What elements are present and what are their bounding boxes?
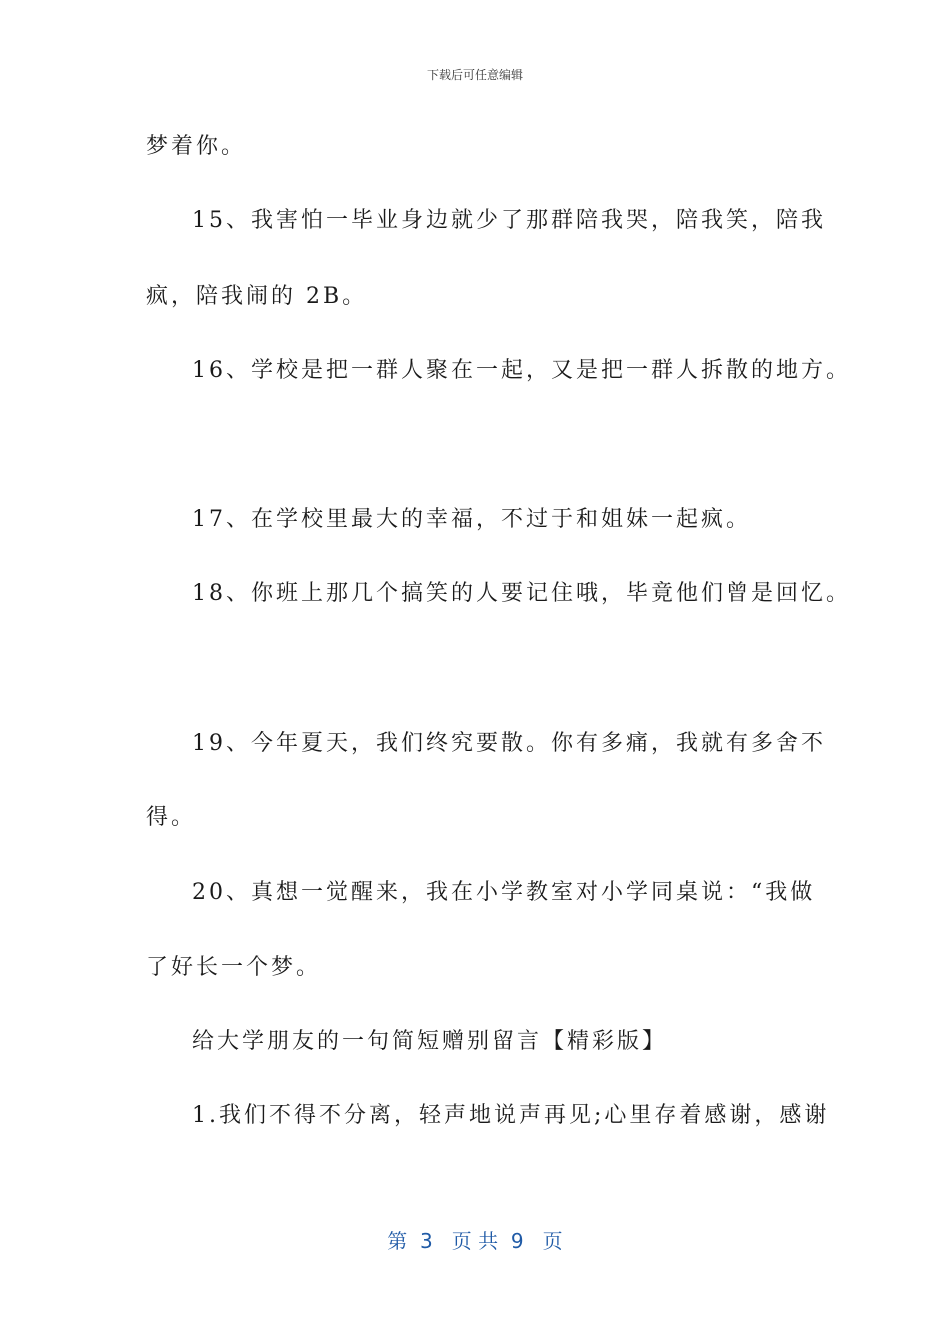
text-line: 16、学校是把一群人聚在一起，又是把一群人拆散的地方。 (192, 358, 851, 383)
text-line: 17、在学校里最大的幸福，不过于和姐妹一起疯。 (192, 507, 751, 532)
section-heading: 给大学朋友的一句简短赠别留言【精彩版】 (192, 1029, 668, 1054)
page-number-footer: 第 3 页 共 9 页 (387, 1229, 563, 1253)
text-line: 得。 (146, 805, 197, 830)
text-line: 15、我害怕一毕业身边就少了那群陪我哭，陪我笑，陪我 (192, 208, 826, 233)
text-line: 18、你班上那几个搞笑的人要记住哦，毕竟他们曾是回忆。 (192, 581, 851, 606)
text-line: 疯，陪我闹的 2B。 (146, 284, 368, 309)
text-line: 了好长一个梦。 (146, 955, 322, 980)
text-line: 19、今年夏天，我们终究要散。你有多痛，我就有多舍不 (192, 731, 826, 756)
text-line: 梦着你。 (146, 134, 247, 159)
text-line: 20、真想一觉醒来，我在小学教室对小学同桌说：“我做 (192, 880, 816, 905)
text-line: 1.我们不得不分离，轻声地说声再见;心里存着感谢，感谢 (192, 1103, 830, 1128)
page-header: 下载后可任意编辑 (426, 68, 523, 82)
